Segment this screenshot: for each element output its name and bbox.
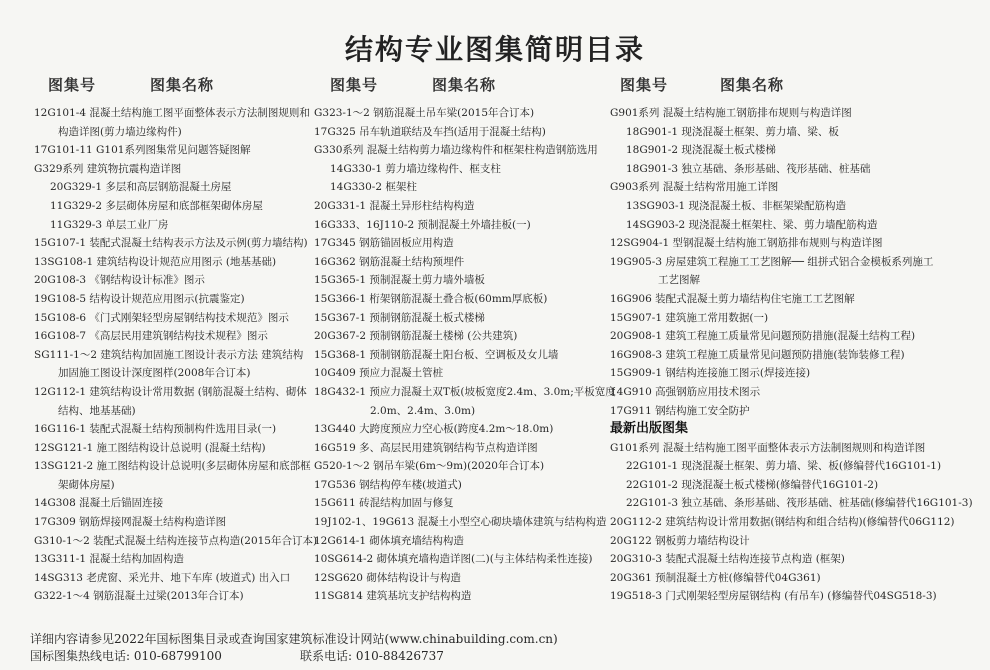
catalog-entry: 构造详图(剪力墙边缘构件) <box>58 125 182 138</box>
catalog-entry: 10G409 预应力混凝土管桩 <box>314 367 444 380</box>
catalog-entry: 17G911 钢结构施工安全防护 <box>610 404 750 417</box>
catalog-entry: 18G432-1 预应力混凝土双T板(坡板宽度2.4m、3.0m;平板宽度 <box>314 385 616 398</box>
catalog-entry: 20G112-2 建筑结构设计常用数据(钢结构和组合结构)(修编替代06G112) <box>610 516 955 529</box>
catalog-entry: 11G329-2 多层砌体房屋和底部框架砌体房屋 <box>50 199 263 212</box>
catalog-entry: 20G361 预制混凝土方桩(修编替代04G361) <box>610 571 821 584</box>
catalog-entry: 13SG903-1 现浇混凝土板、非框架梁配筋构造 <box>626 199 847 212</box>
catalog-entry: 结构、地基基础) <box>58 404 136 417</box>
catalog-entry: 12G614-1 砌体填充墙结构构造 <box>314 534 464 547</box>
catalog-entry: G310-1～2 装配式混凝土结构连接节点构造(2015年合订本) <box>34 534 318 547</box>
catalog-entry: G329系列 建筑物抗震构造详图 <box>34 162 182 175</box>
footer-reference: 详细内容请参见2022年国标图集目录或查询国家建筑标准设计网站(www.chinabuilding.com.cn) <box>30 632 558 646</box>
catalog-entry: 16G906 装配式混凝土剪力墙结构住宅施工工艺图解 <box>610 292 855 305</box>
catalog-entry: 20G329-1 多层和高层钢筋混凝土房屋 <box>50 181 232 194</box>
catalog-entry: 16G908-3 建筑工程施工质量常见问题预防措施(装饰装修工程) <box>610 348 905 361</box>
catalog-entry: 13SG108-1 建筑结构设计规范应用图示 (地基基础) <box>34 255 277 268</box>
catalog-entry: 12SG904-1 型钢混凝土结构施工钢筋排布规则与构造详图 <box>610 237 883 250</box>
catalog-entry: 14G308 混凝土后锚固连接 <box>34 497 164 510</box>
column-header-2-number: 图集号 <box>330 76 379 94</box>
catalog-column-1 <box>34 104 317 606</box>
column-header-2-name: 图集名称 <box>432 76 497 94</box>
catalog-entry: 18G901-2 现浇混凝土板式楼梯 <box>626 144 776 157</box>
catalog-entry: 12SG121-1 施工图结构设计总说明 (混凝土结构) <box>34 441 266 454</box>
section-heading: 最新出版图集 <box>610 421 689 437</box>
catalog-entry: 17G325 吊车轨道联结及车挡(适用于混凝土结构) <box>314 125 546 138</box>
catalog-entry: 12G101-4 混凝土结构施工图平面整体表示方法制图规则和 <box>34 107 310 119</box>
catalog-entry: 架砌体房屋) <box>58 478 115 491</box>
catalog-entry: G323-1～2 钢筋混凝土吊车梁(2015年合订本) <box>314 107 535 119</box>
catalog-entry: 10SG614-2 砌体填充墙构造详图(二)(与主体结构柔性连接) <box>314 553 593 566</box>
column-header-3-number: 图集号 <box>620 76 669 94</box>
catalog-entry: 15G368-1 预制钢筋混凝土阳台板、空调板及女儿墙 <box>314 348 559 361</box>
catalog-entry: 19G905-3 房屋建筑工程施工工艺图解── 组拼式铝合金模板系列施工 <box>610 255 934 268</box>
catalog-entry: 12G112-1 建筑结构设计常用数据 (钢筋混凝土结构、砌体 <box>34 385 307 398</box>
page-title: 结构专业图集简明目录 <box>344 33 645 66</box>
catalog-entry: 17G309 钢筋焊接网混凝土结构构造详图 <box>34 516 227 529</box>
catalog-entry: G903系列 混凝土结构常用施工详图 <box>610 181 779 194</box>
catalog-entry: 15G107-1 装配式混凝土结构表示方法及示例(剪力墙结构) <box>34 237 308 250</box>
catalog-entry: 22G101-1 现浇混凝土框架、剪力墙、梁、板(修编替代16G101-1) <box>626 460 942 473</box>
catalog-entry: 加固施工图设计深度图样(2008年合订本) <box>58 367 251 380</box>
catalog-entry: 17G345 钢筋锚固板应用构造 <box>314 237 454 250</box>
catalog-entry: 14G330-1 剪力墙边缘构件、框支柱 <box>330 162 501 175</box>
catalog-entry: 11SG814 建筑基坑支护结构构造 <box>314 590 472 603</box>
catalog-entry: 20G331-1 混凝土异形柱结构构造 <box>314 199 475 212</box>
catalog-entry: 15G108-6 《门式刚架轻型房屋钢结构技术规范》图示 <box>34 311 289 324</box>
catalog-entry: 15G366-1 桁架钢筋混凝土叠合板(60mm厚底板) <box>314 292 548 305</box>
catalog-entry: 13G311-1 混凝土结构加固构造 <box>34 553 184 566</box>
catalog-entry: 20G908-1 建筑工程施工质量常见问题预防措施(混凝土结构工程) <box>610 330 916 343</box>
catalog-entry: 22G101-2 现浇混凝土板式楼梯(修编替代16G101-2) <box>626 478 879 491</box>
catalog-entry: 17G536 钢结构停车楼(坡道式) <box>314 478 462 491</box>
catalog-entry: 14SG313 老虎窗、采光井、地下车库 (坡道式) 出入口 <box>34 571 291 584</box>
catalog-entry: 15G611 砖混结构加固与修复 <box>314 497 454 510</box>
catalog-entry: 11G329-3 单层工业厂房 <box>50 218 169 231</box>
column-header-3-name: 图集名称 <box>720 76 785 94</box>
catalog-entry: 20G108-3 《钢结构设计标准》图示 <box>34 274 205 287</box>
catalog-entry: G520-1～2 钢吊车梁(6m～9m)(2020年合订本) <box>314 460 545 473</box>
footer-hotline: 国标图集热线电话: 010-68799100 <box>30 649 222 663</box>
catalog-entry: 19G108-5 结构设计规范应用图示(抗震鉴定) <box>34 292 245 305</box>
catalog-entry: 14G330-2 框架柱 <box>330 181 417 194</box>
catalog-entry: 16G519 多、高层民用建筑钢结构节点构造详图 <box>314 441 538 454</box>
catalog-column-3 <box>610 104 973 606</box>
column-header-1-number: 图集号 <box>48 76 97 94</box>
catalog-entry: 20G122 钢板剪力墙结构设计 <box>610 534 750 547</box>
catalog-entry: 16G108-7 《高层民用建筑钢结构技术规程》图示 <box>34 330 268 343</box>
catalog-entry: 16G116-1 装配式混凝土结构预制构件选用目录(一) <box>34 423 277 436</box>
catalog-entry: 15G909-1 钢结构连接施工图示(焊接连接) <box>610 367 811 380</box>
catalog-entry: 19G518-3 门式刚架轻型房屋钢结构 (有吊车) (修编替代04SG518-3) <box>610 590 937 603</box>
catalog-entry: 20G367-2 预制钢筋混凝土楼梯 (公共建筑) <box>314 330 518 343</box>
catalog-entry: 12SG620 砌体结构设计与构造 <box>314 571 461 584</box>
catalog-entry: 16G362 钢筋混凝土结构预埋件 <box>314 255 465 268</box>
catalog-entry: 22G101-3 独立基础、条形基础、筏形基础、桩基础(修编替代16G101-3) <box>626 497 973 510</box>
catalog-entry: 13SG121-2 施工图结构设计总说明(多层砌体房屋和底部框 <box>34 460 311 473</box>
catalog-entry: 17G101-11 G101系列图集常见问题答疑图解 <box>34 144 251 157</box>
catalog-entry: 工艺图解 <box>658 274 700 287</box>
catalog-entry: 18G901-1 现浇混凝土框架、剪力墙、梁、板 <box>626 125 839 138</box>
catalog-column-2 <box>314 104 616 606</box>
catalog-entry: 15G367-1 预制钢筋混凝土板式楼梯 <box>314 311 485 324</box>
catalog-entry: G330系列 混凝土结构剪力墙边缘构件和框架柱构造钢筋选用 <box>314 144 598 157</box>
catalog-entry: G101系列 混凝土结构施工图平面整体表示方法制图规则和构造详图 <box>610 441 926 454</box>
catalog-entry: 15G907-1 建筑施工常用数据(一) <box>610 311 769 324</box>
catalog-entry: SG111-1～2 建筑结构加固施工图设计表示方法 建筑结构 <box>34 348 304 361</box>
footer-contact: 联系电话: 010-88426737 <box>300 649 444 663</box>
catalog-entry: G901系列 混凝土结构施工钢筋排布规则与构造详图 <box>610 107 852 119</box>
catalog-entry: 14SG903-2 现浇混凝土框架柱、梁、剪力墙配筋构造 <box>626 218 878 231</box>
catalog-entry: 2.0m、2.4m、3.0m) <box>370 404 476 417</box>
catalog-entry: 16G333、16J110-2 预制混凝土外墙挂板(一) <box>314 218 531 231</box>
column-header-1-name: 图集名称 <box>150 76 215 94</box>
catalog-entry: 19J102-1、19G613 混凝土小型空心砌块墙体建筑与结构构造 <box>314 516 607 529</box>
catalog-entry: 13G440 大跨度预应力空心板(跨度4.2m～18.0m) <box>314 423 554 436</box>
catalog-entry: 20G310-3 装配式混凝土结构连接节点构造 (框架) <box>610 553 845 566</box>
catalog-entry: 15G365-1 预制混凝土剪力墙外墙板 <box>314 274 485 287</box>
catalog-entry: 14G910 高强钢筋应用技术图示 <box>610 385 761 398</box>
catalog-entry: G322-1～4 钢筋混凝土过梁(2013年合订本) <box>34 590 244 603</box>
catalog-entry: 18G901-3 独立基础、条形基础、筏形基础、桩基础 <box>626 162 871 175</box>
